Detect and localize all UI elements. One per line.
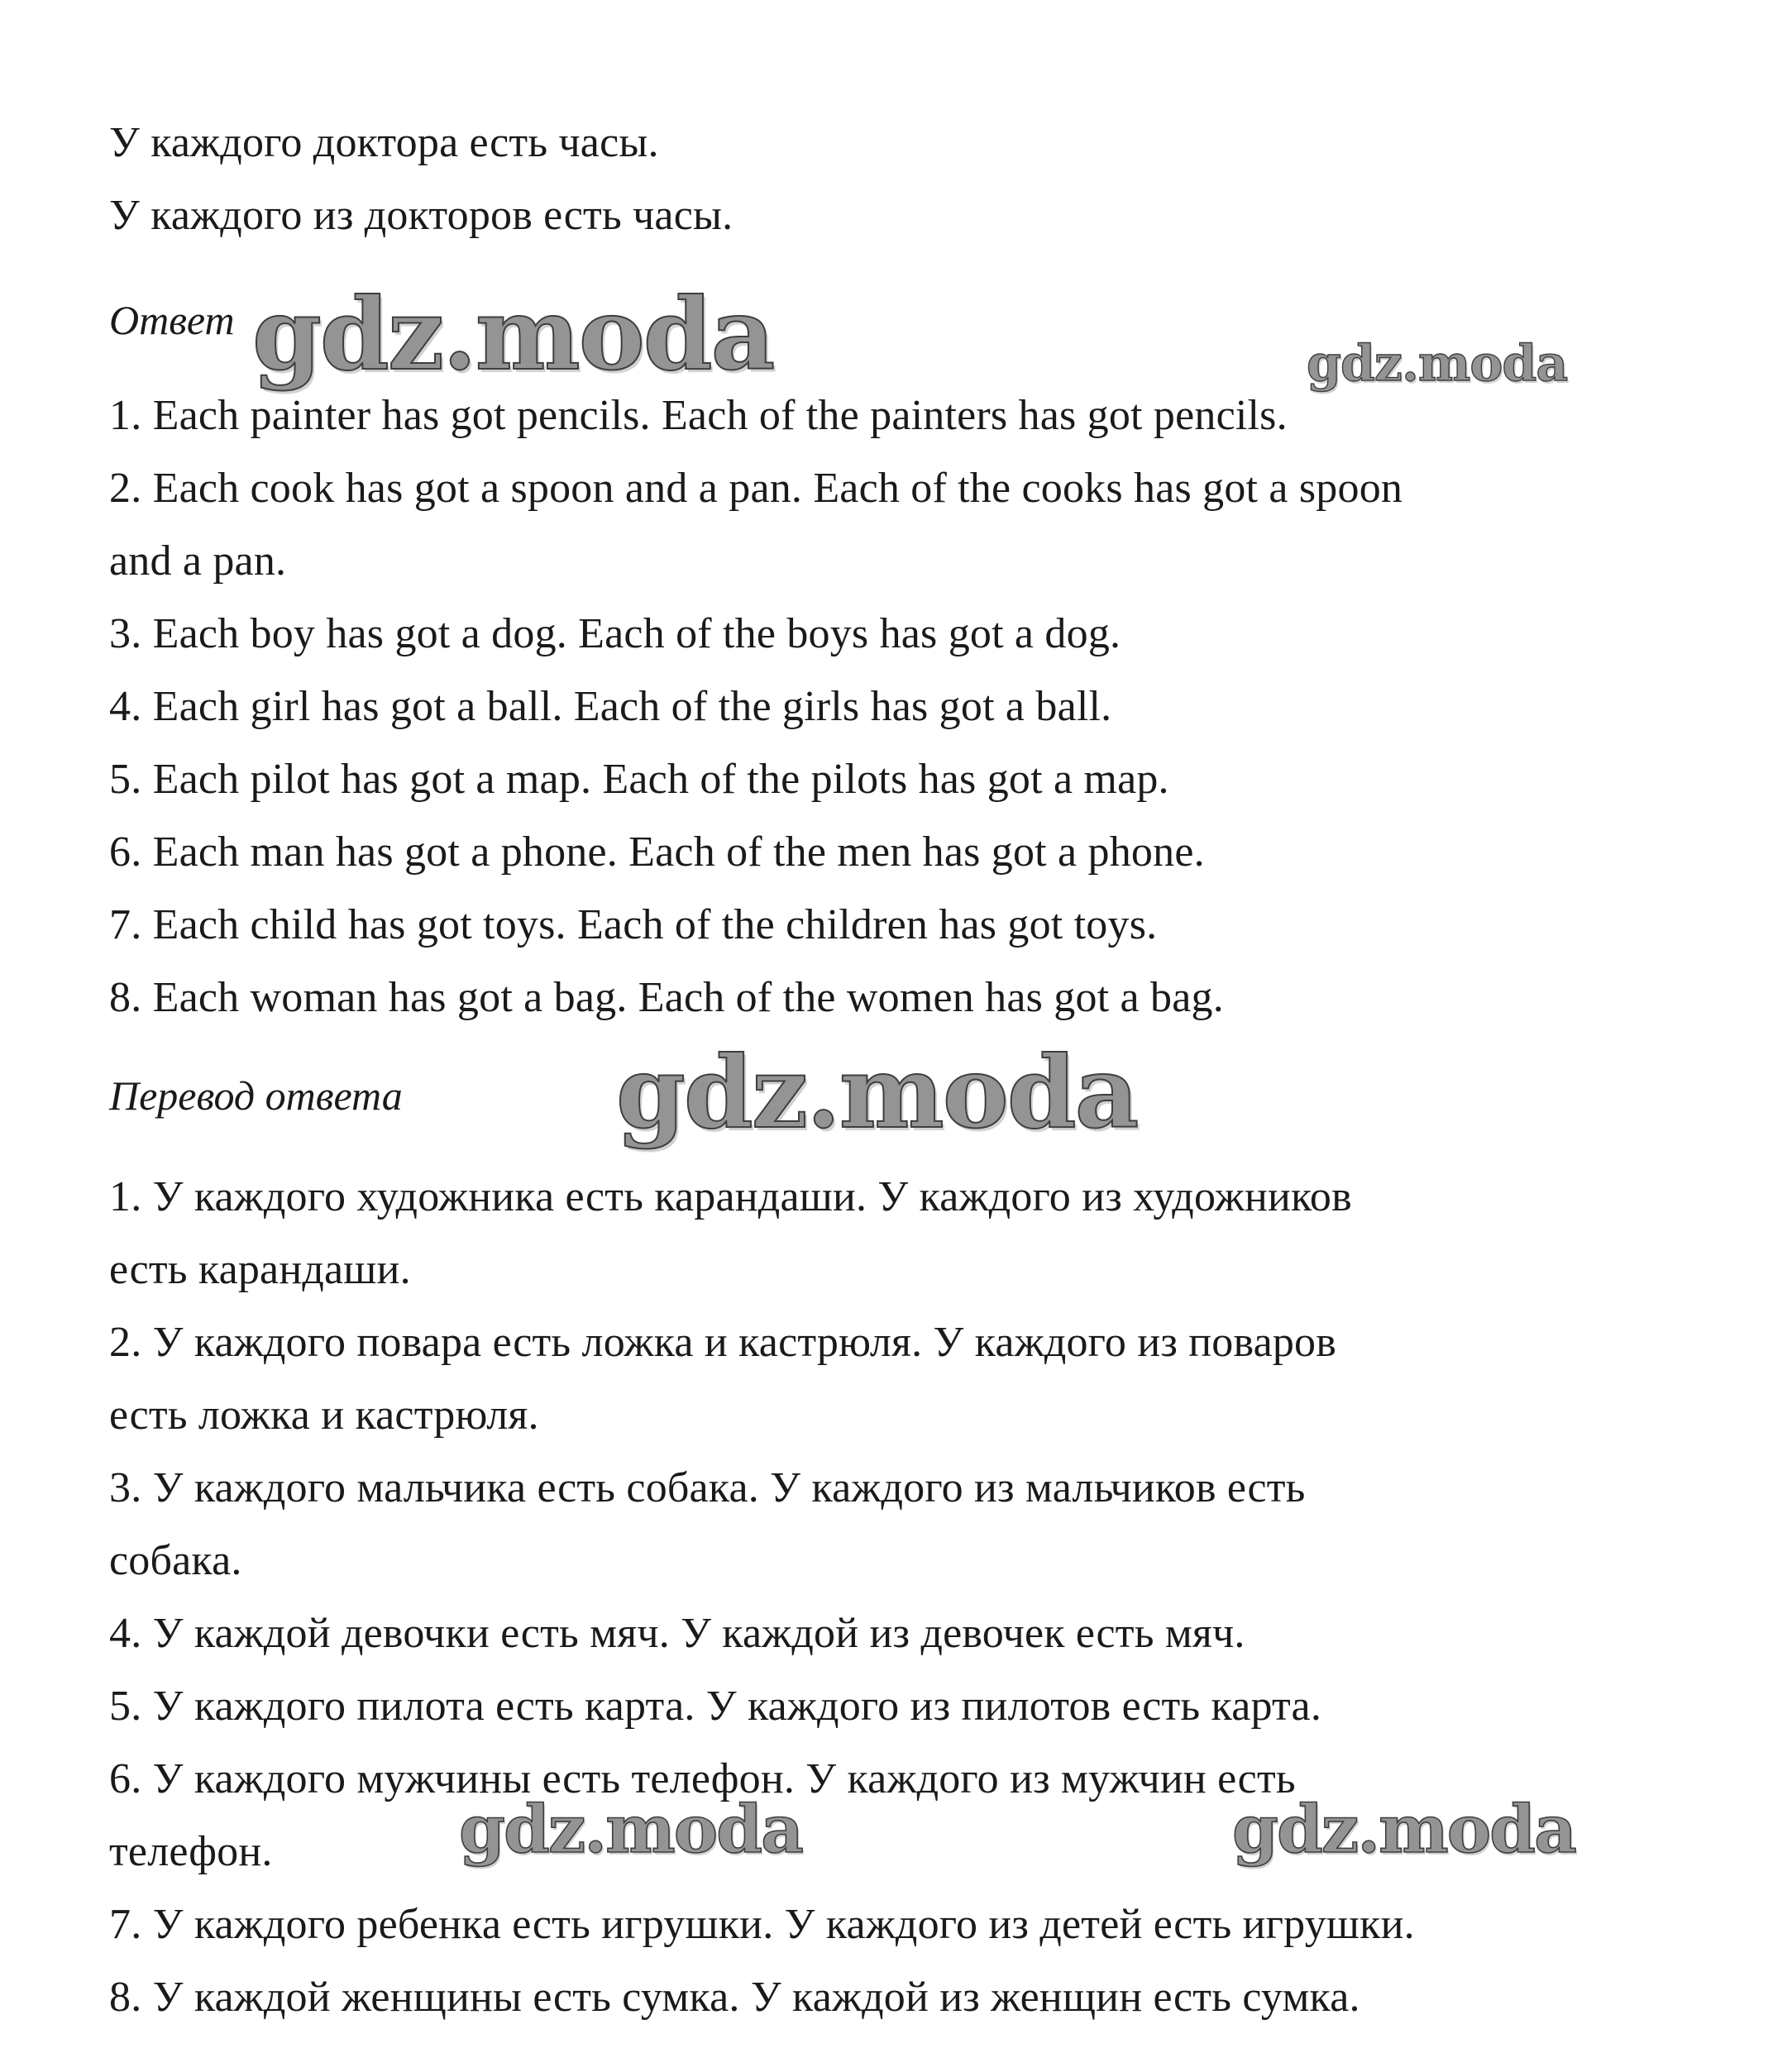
translation-line: 1. У каждого художника есть карандаши. У каждого из художников <box>109 1173 1352 1220</box>
answer-line: 8. Each woman has got a bag. Each of the women has got a bag. <box>109 974 1224 1021</box>
answer-line: 7. Each child has got toys. Each of the children has got toys. <box>109 901 1158 948</box>
translation-line: 3. У каждого мальчика есть собака. У каждого из мальчиков есть <box>109 1464 1306 1511</box>
answer-heading: Ответ <box>109 297 235 343</box>
translation-heading: Перевод ответа <box>109 1072 403 1119</box>
translation-line: есть ложка и кастрюля. <box>109 1392 539 1439</box>
watermark-logo: gdz.moda <box>459 1790 802 1868</box>
answer-line: 2. Each cook has got a spoon and a pan. Each of the cooks has got a spoon <box>109 465 1403 512</box>
intro-line-2: У каждого из докторов есть часы. <box>109 192 733 239</box>
watermark-logo: gdz.moda <box>252 276 774 393</box>
translation-line: есть карандаши. <box>109 1246 411 1293</box>
watermark-logo: gdz.moda <box>1232 1790 1575 1868</box>
watermark-logo: gdz.moda <box>616 1034 1138 1151</box>
answer-line: 6. Each man has got a phone. Each of the men has got a phone. <box>109 828 1205 876</box>
translation-line: собака. <box>109 1537 242 1584</box>
intro-line-1: У каждого доктора есть часы. <box>109 119 659 166</box>
translation-line: телефон. <box>109 1828 273 1875</box>
answer-line: 4. Each girl has got a ball. Each of the girls has got a ball. <box>109 683 1112 730</box>
answer-line: and a pan. <box>109 537 287 585</box>
translation-line: 7. У каждого ребенка есть игрушки. У каждого из детей есть игрушки. <box>109 1901 1415 1948</box>
translation-line: 8. У каждой женщины есть сумка. У каждой из женщин есть сумка. <box>109 1974 1360 2021</box>
answer-line: 5. Each pilot has got a map. Each of the pilots has got a map. <box>109 756 1169 803</box>
answer-line: 3. Each boy has got a dog. Each of the boys has got a dog. <box>109 610 1121 657</box>
translation-line: 5. У каждого пилота есть карта. У каждого из пилотов есть карта. <box>109 1683 1322 1730</box>
translation-line: 6. У каждого мужчины есть телефон. У каждого из мужчин есть <box>109 1755 1296 1802</box>
translation-line: 4. У каждой девочки есть мяч. У каждой из девочек есть мяч. <box>109 1610 1245 1657</box>
translation-line: 2. У каждого повара есть ложка и кастрюля. У каждого из поваров <box>109 1319 1337 1366</box>
watermark-logo: gdz.moda <box>1307 335 1568 393</box>
answer-line: 1. Each painter has got pencils. Each of the painters has got pencils. <box>109 392 1288 439</box>
